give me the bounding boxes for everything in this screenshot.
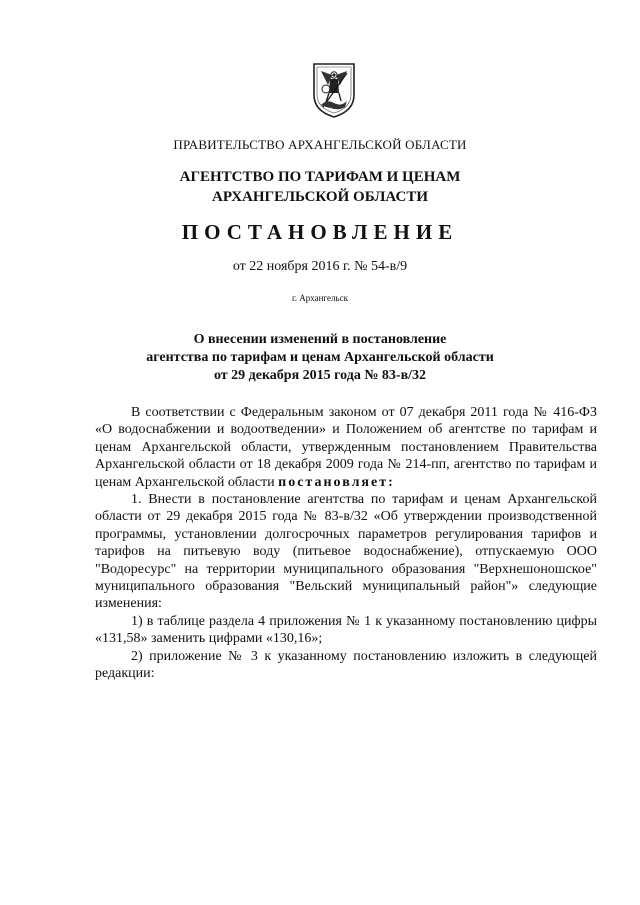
item-1-paragraph: 1. Внести в постановление агентства по тарифам и ценам Архангельской области от 29 декабря 2015 года № 83-в/32 «Об утверждении производственной программы, установлении долгосрочных параметров регулирования тарифов и тарифов на питьевую воду (питьевое водоснабжение), отпускаемую ООО "Водоресурс" на территории муниципального образования "Верхнешоношское" муниципального образования "Вельский муниципальный район"» следующие изменения: — [95, 492, 597, 612]
preamble-paragraph — [95, 404, 597, 491]
subject-line3: от 29 декабря 2015 года № 83-в/32 — [213, 368, 427, 383]
agency-name-line1: АГЕНТСТВО ПО ТАРИФАМ И ЦЕНАМ — [179, 169, 461, 185]
item-1-2-paragraph: 2) приложение № 3 к указанному постановлению изложить в следующей редакции: — [95, 648, 597, 682]
agency-name-line2: АРХАНГЕЛЬСКОЙ ОБЛАСТИ — [212, 189, 428, 205]
resolves-word: постановляет: — [278, 474, 395, 490]
preamble-text: В соответствии с Федеральным законом от 07 декабря 2011 года № 416-ФЗ «О водоснабжении и водоотведении» и Положением об агентстве по тарифам и ценам Архангельской области, утвержденным постановлением Правительства Архангельской области от 18 декабря 2009 года № 214-пп, агентство по тарифам и ценам Архангельской области — [95, 405, 597, 490]
document-date-number: от 22 ноября 2016 г. № 54-в/9 — [232, 259, 408, 274]
document-subject — [0, 331, 640, 385]
subject-line2: агентства по тарифам и ценам Архангельской области — [146, 350, 494, 365]
document-place: г. Архангельск — [292, 293, 348, 303]
subject-line1: О внесении изменений в постановление — [193, 332, 447, 347]
government-name: ПРАВИТЕЛЬСТВО АРХАНГЕЛЬСКОЙ ОБЛАСТИ — [173, 137, 467, 152]
item-1-1-paragraph: 1) в таблице раздела 4 приложения № 1 к указанному постановлению цифры «131,58» заменить цифрами «130,16»; — [95, 613, 597, 647]
document-type: ПОСТАНОВЛЕНИЕ — [181, 220, 459, 244]
agency-name — [0, 167, 640, 207]
arkhangelsk-coat-of-arms-icon — [311, 61, 357, 119]
document-body — [95, 404, 597, 683]
